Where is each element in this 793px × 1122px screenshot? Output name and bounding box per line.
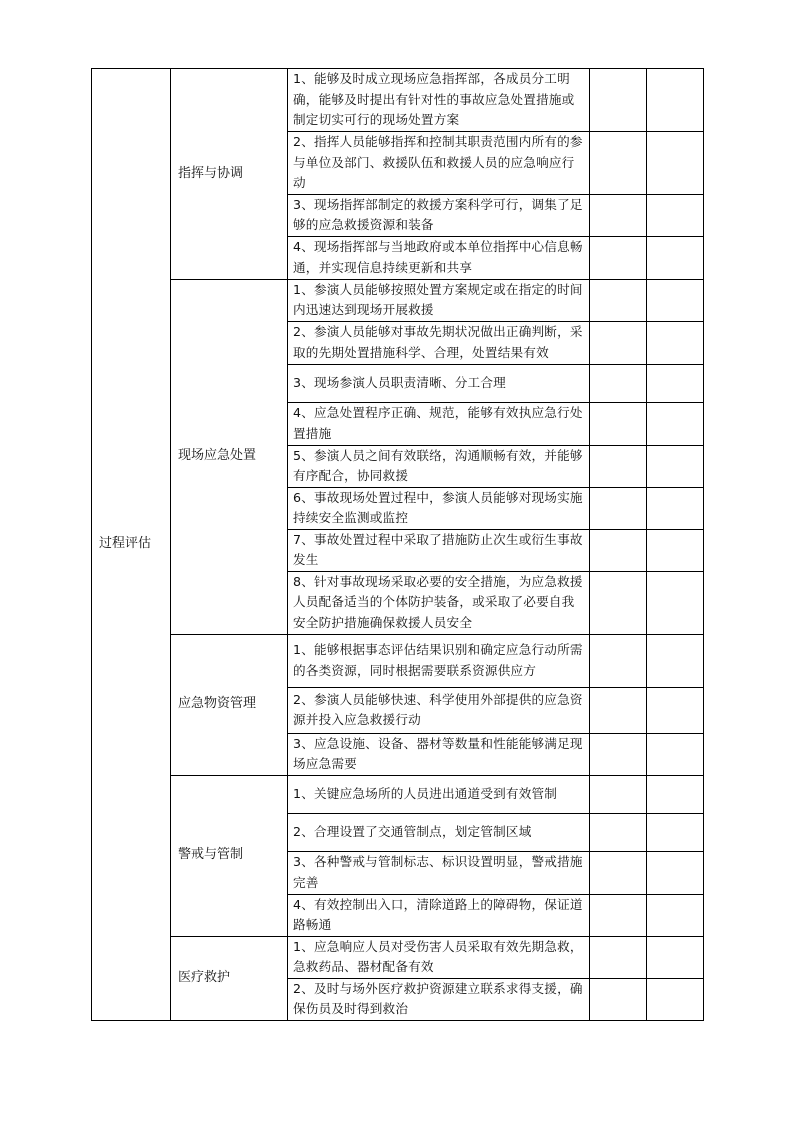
score-cell[interactable] xyxy=(590,775,647,813)
section-label: 过程评估 xyxy=(92,69,171,1021)
remark-cell[interactable] xyxy=(647,364,704,402)
criterion-text: 3、现场参演人员职责清晰、分工合理 xyxy=(288,364,590,402)
score-cell[interactable] xyxy=(590,894,647,936)
category-label: 警戒与管制 xyxy=(171,775,288,936)
category-label: 现场应急处置 xyxy=(171,279,288,634)
score-cell[interactable] xyxy=(590,445,647,487)
score-cell[interactable] xyxy=(590,236,647,279)
criterion-text: 3、现场指挥部制定的救援方案科学可行，调集了足够的应急救援资源和装备 xyxy=(288,194,590,236)
table-row xyxy=(92,634,704,687)
score-cell[interactable] xyxy=(590,364,647,402)
criterion-text: 7、事故处置过程中采取了措施防止次生或衍生事故发生 xyxy=(288,529,590,571)
score-cell[interactable] xyxy=(590,529,647,571)
remark-cell[interactable] xyxy=(647,571,704,634)
score-cell[interactable] xyxy=(590,132,647,195)
table-row xyxy=(92,69,704,132)
remark-cell[interactable] xyxy=(647,936,704,978)
remark-cell[interactable] xyxy=(647,733,704,775)
criterion-text: 8、针对事故现场采取必要的安全措施，为应急救援人员配备适当的个体防护装备，或采取了必要自我安全防护措施确保救援人员安全 xyxy=(288,571,590,634)
criterion-text: 5、参演人员之间有效联络，沟通顺畅有效，并能够有序配合，协同救援 xyxy=(288,445,590,487)
score-cell[interactable] xyxy=(590,194,647,236)
criterion-text: 4、应急处置程序正确、规范，能够有效执应急行处置措施 xyxy=(288,402,590,445)
table-row xyxy=(92,775,704,813)
score-cell[interactable] xyxy=(590,813,647,851)
criterion-text: 2、参演人员能够快速、科学使用外部提供的应急资源并投入应急救援行动 xyxy=(288,687,590,733)
remark-cell[interactable] xyxy=(647,279,704,321)
evaluation-table-body xyxy=(92,69,704,1021)
remark-cell[interactable] xyxy=(647,132,704,195)
remark-cell[interactable] xyxy=(647,236,704,279)
remark-cell[interactable] xyxy=(647,445,704,487)
category-label: 指挥与协调 xyxy=(171,69,288,280)
score-cell[interactable] xyxy=(590,402,647,445)
score-cell[interactable] xyxy=(590,733,647,775)
criterion-text: 1、参演人员能够按照处置方案规定或在指定的时间内迅速达到现场开展救援 xyxy=(288,279,590,321)
score-cell[interactable] xyxy=(590,851,647,894)
criterion-text: 1、关键应急场所的人员进出通道受到有效管制 xyxy=(288,775,590,813)
criterion-text: 2、指挥人员能够指挥和控制其职责范围内所有的参与单位及部门、救援队伍和救援人员的应急响应行动 xyxy=(288,132,590,195)
criterion-text: 1、能够根据事态评估结果识别和确定应急行动所需的各类资源，同时根据需要联系资源供应方 xyxy=(288,634,590,687)
score-cell[interactable] xyxy=(590,279,647,321)
score-cell[interactable] xyxy=(590,69,647,132)
table-row xyxy=(92,279,704,321)
remark-cell[interactable] xyxy=(647,813,704,851)
criterion-text: 4、现场指挥部与当地政府或本单位指挥中心信息畅通，并实现信息持续更新和共享 xyxy=(288,236,590,279)
category-label: 医疗救护 xyxy=(171,936,288,1020)
score-cell[interactable] xyxy=(590,571,647,634)
score-cell[interactable] xyxy=(590,321,647,364)
evaluation-table xyxy=(91,68,704,1021)
score-cell[interactable] xyxy=(590,687,647,733)
score-cell[interactable] xyxy=(590,978,647,1020)
score-cell[interactable] xyxy=(590,936,647,978)
criterion-text: 1、能够及时成立现场应急指挥部，各成员分工明确，能够及时提出有针对性的事故应急处置措施或制定切实可行的现场处置方案 xyxy=(288,69,590,132)
table-row xyxy=(92,936,704,978)
criterion-text: 2、及时与场外医疗救护资源建立联系求得支援，确保伤员及时得到救治 xyxy=(288,978,590,1020)
remark-cell[interactable] xyxy=(647,321,704,364)
remark-cell[interactable] xyxy=(647,978,704,1020)
criterion-text: 2、参演人员能够对事故先期状况做出正确判断，采取的先期处置措施科学、合理，处置结果有效 xyxy=(288,321,590,364)
remark-cell[interactable] xyxy=(647,775,704,813)
criterion-text: 4、有效控制出入口，清除道路上的障碍物，保证道路畅通 xyxy=(288,894,590,936)
remark-cell[interactable] xyxy=(647,402,704,445)
remark-cell[interactable] xyxy=(647,529,704,571)
remark-cell[interactable] xyxy=(647,69,704,132)
remark-cell[interactable] xyxy=(647,894,704,936)
criterion-text: 3、各种警戒与管制标志、标识设置明显，警戒措施完善 xyxy=(288,851,590,894)
score-cell[interactable] xyxy=(590,487,647,529)
criterion-text: 6、事故现场处置过程中，参演人员能够对现场实施持续安全监测或监控 xyxy=(288,487,590,529)
criterion-text: 3、应急设施、设备、器材等数量和性能能够满足现场应急需要 xyxy=(288,733,590,775)
criterion-text: 2、合理设置了交通管制点，划定管制区域 xyxy=(288,813,590,851)
score-cell[interactable] xyxy=(590,634,647,687)
remark-cell[interactable] xyxy=(647,687,704,733)
category-label: 应急物资管理 xyxy=(171,634,288,775)
remark-cell[interactable] xyxy=(647,487,704,529)
remark-cell[interactable] xyxy=(647,194,704,236)
criterion-text: 1、应急响应人员对受伤害人员采取有效先期急救，急救药品、器材配备有效 xyxy=(288,936,590,978)
remark-cell[interactable] xyxy=(647,851,704,894)
remark-cell[interactable] xyxy=(647,634,704,687)
